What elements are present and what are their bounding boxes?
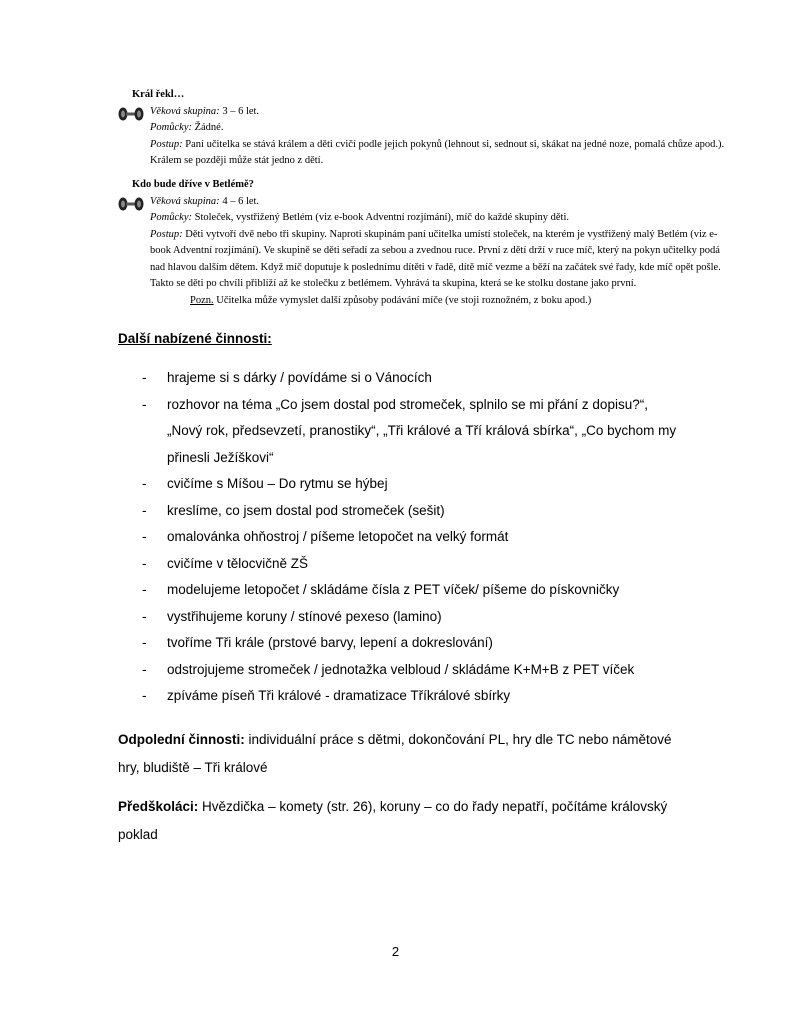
- game-line: book Adventní rozjímání). Ve skupině se děti seřadí za sebou a zvednou ruce. První z dětí drží v ruce míč, který na pokyn učitelky podá: [150, 245, 720, 256]
- list-item: - cvičíme v tělocvičně ZŠ: [142, 555, 309, 571]
- list-item: - cvičíme s Míšou – Do rytmu se hýbej: [142, 476, 388, 491]
- game-line: Králem se později může stát jedno z dětí.: [150, 155, 324, 166]
- list-item: - vystřihujeme koruny / stínové pexeso (lamino): [142, 608, 442, 624]
- dumbbell-icon: [118, 104, 150, 170]
- game-line: Pomůcky: Žádné.: [150, 122, 224, 133]
- game-line: Postup: Děti vytvoří dvě nebo tři skupiny. Naproti skupinám paní učitelka umístí stoleček, na kterém je vystřižený malý Betlém (viz e-: [150, 228, 718, 240]
- preschool-activities: Předškoláci: Hvězdička – komety (str. 26), koruny – co do řady nepatří, počítáme královský poklad: [118, 799, 668, 842]
- list-item: - hrajeme si s dárky / povídáme si o Vánocích: [142, 370, 432, 385]
- list-item: - odstrojujeme stromeček / jednotažka velbloud / skládáme K+M+B z PET víček: [142, 661, 635, 677]
- game-line: Věková skupina: 3 – 6 let.: [150, 105, 260, 117]
- list-item: - kreslíme, co jsem dostal pod stromeček (sešit): [142, 502, 445, 518]
- game-block-betlem: [118, 177, 721, 309]
- list-item: - omalovánka ohňostroj / píšeme letopočet na velký formát: [142, 529, 509, 544]
- game-line: Pomůcky: Stoleček, vystřižený Betlém (viz e-book Adventní rozjímání), míč do každé skupiny děti.: [150, 212, 570, 223]
- activity-list: [142, 365, 682, 710]
- list-item: - zpíváme píseň Tři králové - dramatizace Tříkrálové sbírky: [142, 688, 511, 703]
- page-number: 2: [391, 944, 400, 959]
- game-line: Postup: Paní učitelka se stává králem a děti cvičí podle jejich pokynů (lehnout si, sednout si, skákat na jedné noze, pomalá chůze apod.).: [150, 138, 725, 150]
- game-line: nad hlavou dalším dětem. Když míč doputuje k poslednímu dítěti v řadě, dítě míč vezme a běží na začátek své řady, kde míč opět pošle.: [150, 261, 721, 273]
- dumbbell-icon: [118, 194, 150, 310]
- game-title: Král řekl…: [132, 89, 185, 100]
- section-heading: Další nabízené činnosti:: [118, 331, 272, 346]
- game-line: Věková skupina: 4 – 6 let.: [150, 195, 260, 207]
- game-block-kral-rekl: [118, 87, 725, 170]
- list-item: - rozhovor na téma „Co jsem dostal pod stromeček, splnilo se mi přání z dopisu?“, „Nový rok, předsevzetí, pranostiky“, „Tři králové a Tří králová sbírka“, „Co bychom my přinesli Ježíškovi“: [142, 396, 677, 465]
- game-line: Takto se děti po chvíli přiblíží až ke stolečku z betlémem. Vyhrává ta skupina, která se ke stolku dostane jako první.: [150, 278, 637, 289]
- game-note: Pozn. Učitelka může vymyslet další způsoby podávání míče (ve stoji roznožném, z boku apod.): [190, 294, 592, 306]
- list-item: - modelujeme letopočet / skládáme čísla z PET víček/ píšeme do pískovničky: [142, 582, 620, 597]
- afternoon-activities: Odpolední činnosti: individuální práce s dětmi, dokončování PL, hry dle TC nebo námětové hry, bludiště – Tři králové: [118, 732, 672, 775]
- game-title: Kdo bude dříve v Betlémě?: [132, 179, 254, 190]
- list-item: - tvoříme Tři krále (prstové barvy, lepení a dokreslování): [142, 635, 493, 650]
